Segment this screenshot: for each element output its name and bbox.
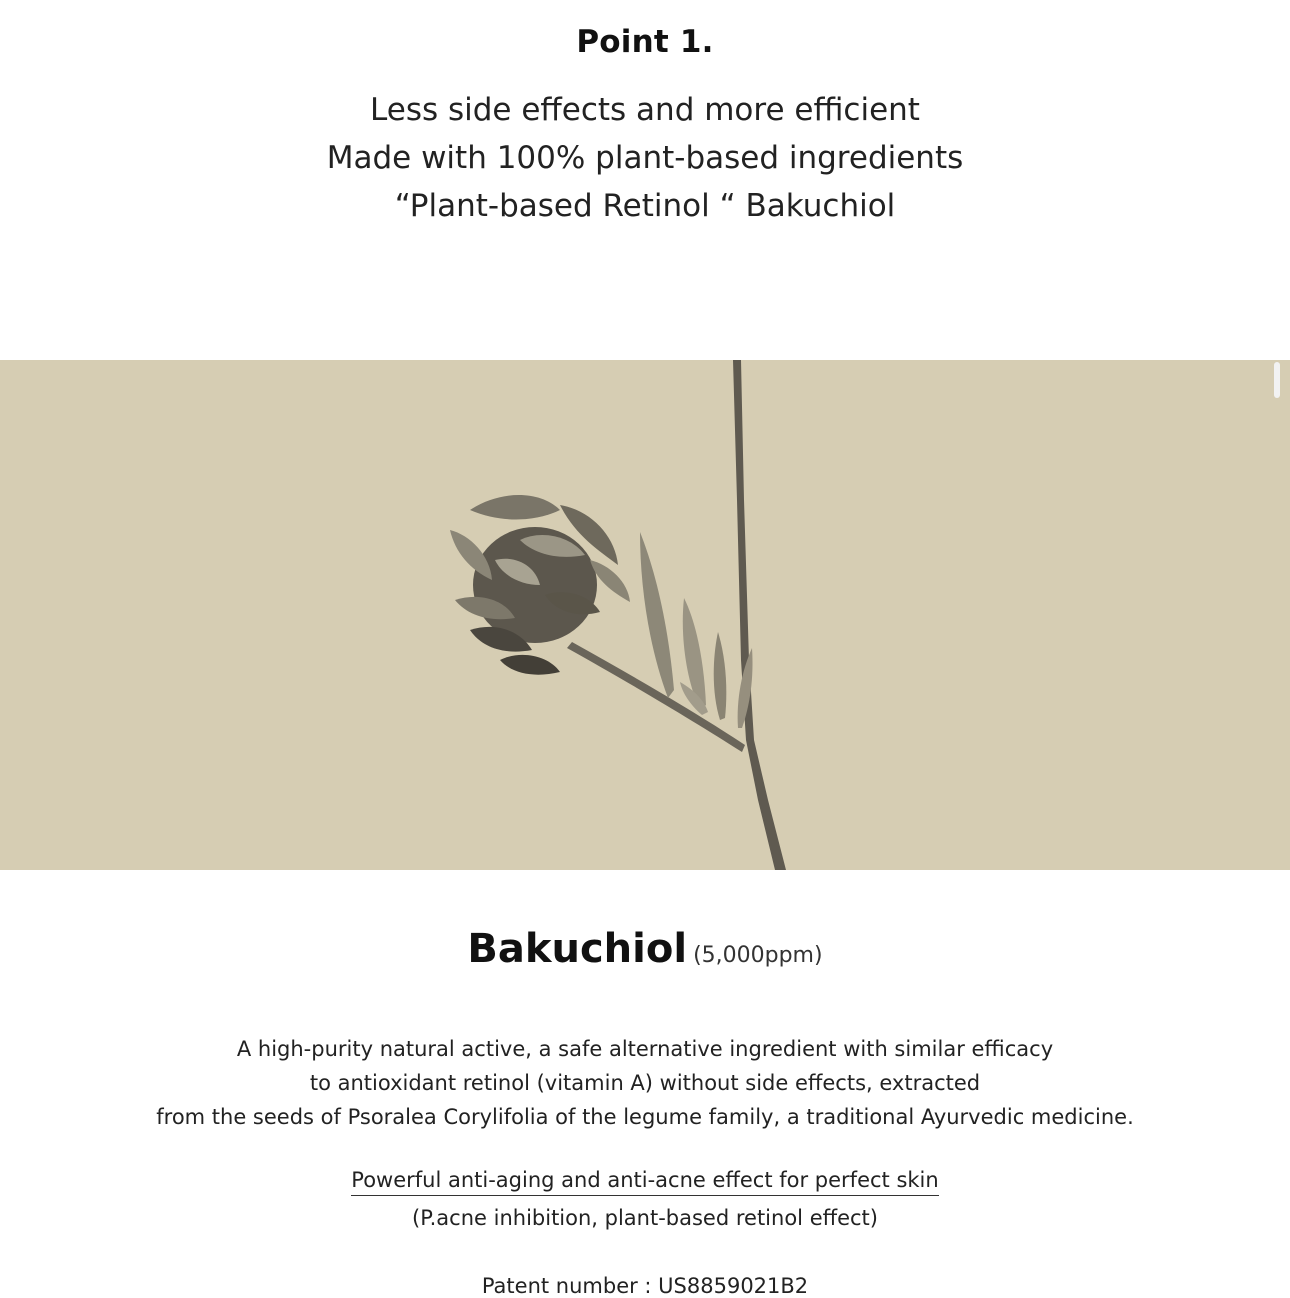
- flower-icon: [450, 495, 630, 675]
- point-title: Point 1.: [576, 24, 714, 60]
- leaf-icon: [640, 532, 674, 698]
- headline: [0, 86, 1290, 230]
- ingredient-amount: (5,000ppm): [693, 943, 823, 968]
- headline-line-2: Made with 100% plant-based ingredients: [326, 140, 964, 176]
- ingredient-description: [0, 1032, 1290, 1134]
- patent-number: Patent number : US8859021B2: [481, 1274, 809, 1298]
- ingredient-heading: [0, 926, 1290, 972]
- effect-title: [0, 1168, 1290, 1196]
- description-line-3: from the seeds of Psoralea Corylifolia of the legume family, a traditional Ayurvedic medicine.: [156, 1105, 1134, 1129]
- ingredient-name: Bakuchiol: [467, 926, 688, 972]
- leaf-icon: [714, 632, 727, 720]
- scrollbar-thumb[interactable]: [1274, 362, 1280, 398]
- headline-line-1: Less side effects and more efficient: [370, 92, 920, 128]
- description-line-2: to antioxidant retinol (vitamin A) without side effects, extracted: [309, 1071, 981, 1095]
- description-line-1: A high-purity natural active, a safe alternative ingredient with similar efficacy: [236, 1037, 1054, 1061]
- flower-stem-icon: [0, 360, 1290, 870]
- effect-subtitle: (P.acne inhibition, plant-based retinol effect): [412, 1206, 878, 1230]
- effect-title-text: Powerful anti-aging and anti-acne effect for perfect skin: [351, 1168, 938, 1196]
- hero-image: [0, 360, 1290, 870]
- stem-icon: [731, 360, 786, 870]
- headline-line-3: “Plant-based Retinol “ Bakuchiol: [394, 188, 896, 224]
